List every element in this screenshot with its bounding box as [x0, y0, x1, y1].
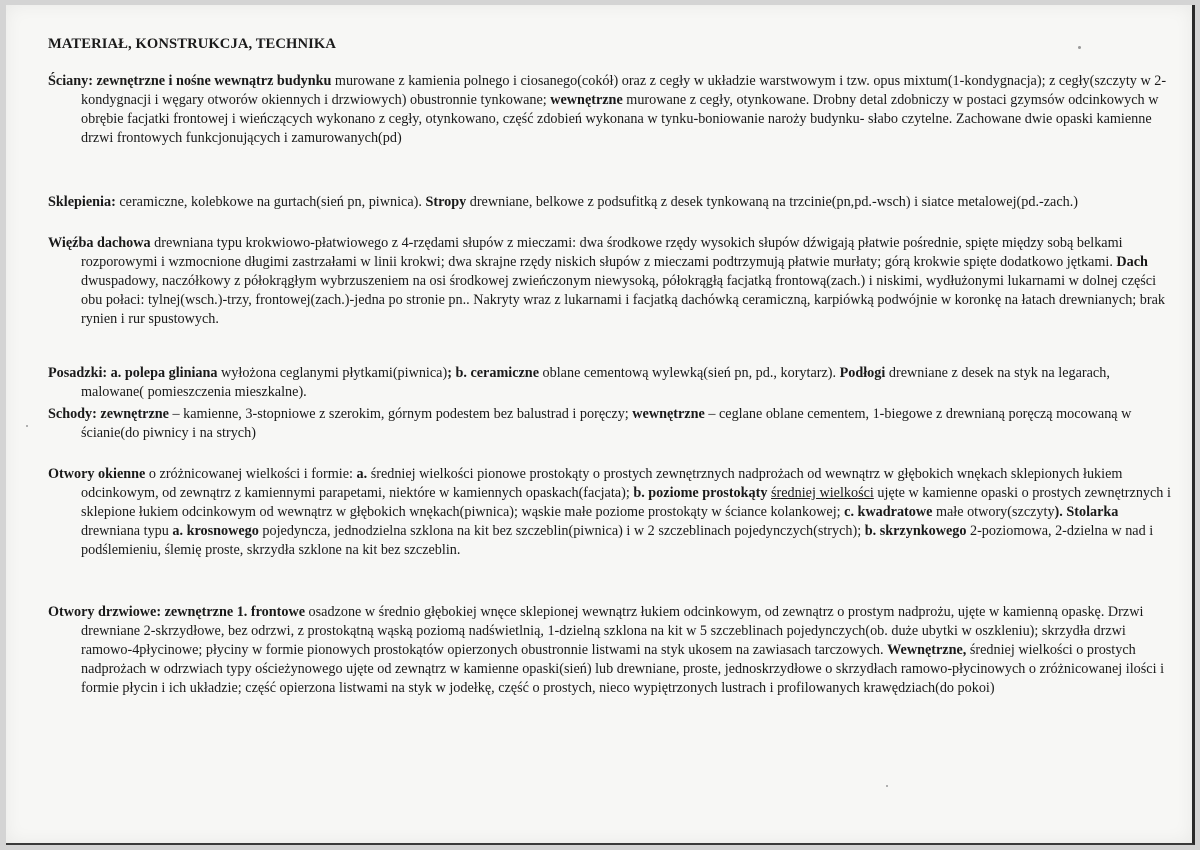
text-run: o zróżnicowanej wielkości i formie: [145, 466, 357, 482]
text-run: wyłożona ceglanymi płytkami(piwnica) [217, 365, 448, 381]
bold-term: Ściany: zewnętrzne i nośne wewnątrz budynku [48, 73, 332, 89]
scan-speck [26, 425, 28, 427]
paragraph-walls [48, 72, 1173, 148]
text-run: – kamienne, 3-stopniowe z szerokim, górnym podestem bez balustrad i poręczy; [168, 406, 633, 422]
bold-term: Sklepienia: [48, 194, 116, 210]
bold-term: Otwory drzwiowe: zewnętrzne 1. frontowe [48, 604, 305, 620]
bold-term: Więźba dachowa [48, 235, 151, 251]
bold-term: Podłogi [839, 365, 886, 381]
scan-speck [886, 785, 888, 787]
bold-term: c. kwadratowe [844, 504, 933, 520]
underlined-text: średniej wielkości [771, 485, 874, 501]
text-run: średniej wielkości o prostych nadprożach w odrzwiach typy ościeżynowego ujęte od zewnątrz w kamienne opaski(sień) lub drewniane, proste, jednoskrzydłowe o skrzydłach ramowo-płycinowych o zróżnicowanej ilości i formie płycin i ich układzie; część opierzona listwami na styk w jodełkę, część o prostych, nieco wypiętrzonych lustrach i profilowanych krawędziach(do pokoi) [81, 642, 1165, 696]
bold-term: b. skrzynkowego [864, 523, 967, 539]
bold-term: Wewnętrzne, [887, 642, 967, 658]
scan-speck [1078, 46, 1081, 49]
paragraph-windows [48, 465, 1173, 560]
text-run: ujęte w kamienne opaski o prostych zewnętrznych i sklepione łukiem odcinkowym od wewnątrz w głębokich wnękach(piwnica); wąskie małe poziome prostokąty w ściance kolankowej; [81, 485, 1171, 520]
bold-term: a. krosnowego [172, 523, 259, 539]
paragraph-floors [48, 364, 1173, 402]
bold-term: wewnętrzne [550, 92, 623, 108]
text-run: drewniane z desek na styk na legarach, malowane( pomieszczenia mieszkalne). [81, 365, 1110, 400]
text-run: drewniane, belkowe z podsufitką z desek tynkowaną na trzcinie(pn,pd.-wsch) i siatce metalowej(pd.-zach.) [466, 194, 1078, 210]
text-run: dwuspadowy, naczółkowy z półokrągłym wybrzuszeniem na osi środkowej zwieńczonym niewysoką, półokrągłą facjatką frontową(zach.) i niskimi, wydłużonymi lukarnami w dolnej części obu połaci: tylnej(wsch.)-trzy, frontowej(zach.)-jedna po stronie pn.. Nakryty wraz z lukarnami i facjatką dachówką ceramiczną, karpiówką podwójnie w koronkę na łatach drewnianych; brak rynien i rur spustowych. [81, 273, 1165, 327]
paragraph-doors [48, 603, 1173, 698]
text-run: średniej wielkości pionowe prostokąty o prostych zewnętrznych nadprożach od wewnątrz w głębokich wnękach sklepionych łukiem odcinkowym, od zewnątrz z kamiennymi parapetami, niektóre w kamiennych opaskach(facjata); [81, 466, 1123, 501]
bold-term: wewnętrzne [632, 406, 705, 422]
text-run: ceramiczne, kolebkowe na gurtach(sień pn, piwnica). [115, 194, 426, 210]
text-run: murowane z cegły, otynkowane. Drobny detal zdobniczy w postaci gzymsów odcinkowych w obrębie facjatki frontowej i wieńczących wykonano z cegły, otynkowano, część zdobień wykonana w tynku-boniowanie naroży budynku- słabo czytelne. Zachowane dwie opaski kamienne drzwi frontowych funkcjonujących i zamurowanych(pd) [81, 92, 1159, 146]
text-run: drewniana typu [81, 523, 173, 539]
bold-term: Stropy [425, 194, 467, 210]
bold-term: ; b. ceramiczne [447, 365, 539, 381]
bold-term: Stolarka [1066, 504, 1119, 520]
text-run: 2-poziomowa, 2-dzielna w nad i podślemieniu, ślemię proste, skrzydła szklone na kit bez szczeblin. [81, 523, 1154, 558]
bold-term: Posadzki: a. polepa gliniana [48, 365, 218, 381]
bold-term: b. poziome prostokąty [633, 485, 768, 501]
text-run: – ceglane oblane cementem, 1-biegowe z drewnianą poręczą mocowaną w ścianie(do piwnicy i na strych) [81, 406, 1132, 441]
text-run: małe otwory(szczyty [932, 504, 1055, 520]
bold-term: Schody: zewnętrzne [48, 406, 169, 422]
bold-term: a. [356, 466, 368, 482]
paragraph-stairs [48, 405, 1173, 443]
document-page [6, 5, 1195, 845]
bold-term: Dach [1116, 254, 1148, 270]
page-title: MATERIAŁ, KONSTRUKCJA, TECHNIKA [48, 36, 336, 52]
text-run: drewniana typu krokwiowo-płatwiowego z 4-rzędami słupów z mieczami: dwa środkowe rzędy wysokich słupów dźwigają płatwie pośrednie, spięte między sobą belkami rozporowymi i wzmocnione długimi zastrzałami w linii krokwi; dwa skrajne rzędy niskich słupów z mieczami podtrzymują płatwie murłaty; górą krokwie spięte dodatkowo jętkami. [81, 235, 1123, 270]
text-run: osadzone w średnio głębokiej wnęce sklepionej wewnątrz łukiem odcinkowym, od zewnątrz o prostym nadprożu, ujęte w kamienną opaskę. Drzwi drewniane 2-skrzydłowe, bez odrzwi, z prostokątną wąską poziomą nadświetlnią, 1-dzielną szklona na kit w 5 szczeblinach pojedynczych(ob. duże ubytki w oszkleniu); skrzydła drzwi ramowo-4płycinowe; płyciny w formie pionowych prostokątów opierzonych obustronnie listwami na styk ukosem na zawiasach tarczowych. [81, 604, 1144, 658]
bold-term: Otwory okienne [48, 466, 146, 482]
paragraph-roof-truss [48, 234, 1173, 329]
bold-term: ). [1054, 504, 1063, 520]
text-run: pojedyncza, jednodzielna szklona na kit bez szczeblin(piwnica) i w 2 szczeblinach pojedynczych(strych); [258, 523, 865, 539]
paragraph-vaults-ceilings [48, 193, 1173, 212]
text-run: murowane z kamienia polnego i ciosanego(cokół) oraz z cegły w układzie warstwowym i tzw. opus mixtum(1-kondygnacja); z cegły(szczyty w 2-kondygnacji i węgary otworów okiennych i drzwiowych) obustronnie tynkowane; [81, 73, 1167, 108]
text-run: oblane cementową wylewką(sień pn, pd., korytarz). [539, 365, 840, 381]
